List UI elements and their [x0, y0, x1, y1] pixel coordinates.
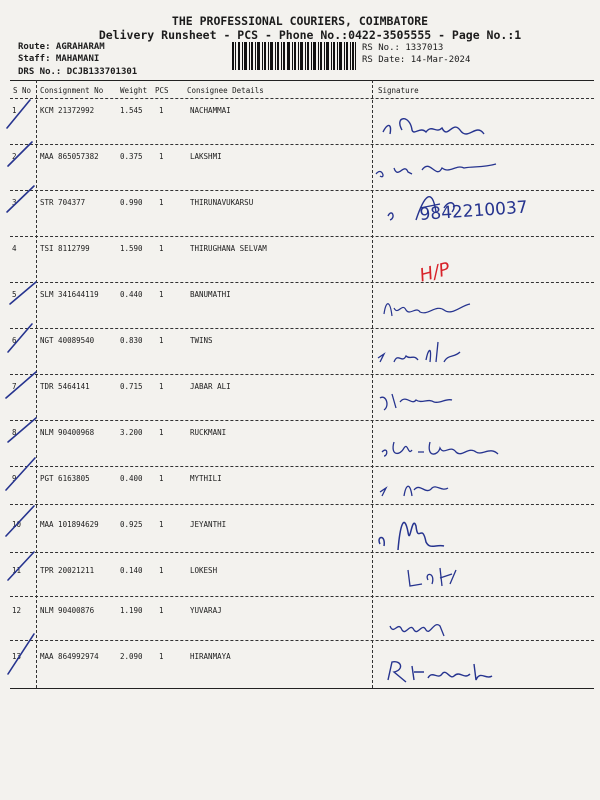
row-divider	[10, 466, 594, 467]
row-sno: 2	[12, 152, 17, 161]
row-weight: 1.590	[120, 244, 143, 253]
row-consignment: MAA 101894629	[40, 520, 99, 529]
row-consignee: MYTHILI	[190, 474, 222, 483]
signature-row-5	[380, 292, 480, 324]
row-sno: 11	[12, 566, 22, 575]
row-divider	[10, 640, 594, 641]
row-pcs: 1	[159, 566, 164, 575]
row-sno: 8	[12, 428, 17, 437]
row-weight: 0.830	[120, 336, 143, 345]
row-weight: 0.440	[120, 290, 143, 299]
row-divider	[10, 504, 594, 505]
barcode-image	[232, 42, 356, 70]
row-consignee: NACHAMMAI	[190, 106, 231, 115]
row-consignee: RUCKMANI	[190, 428, 227, 437]
row-pcs: 1	[159, 428, 164, 437]
signature-row-6	[374, 338, 484, 372]
runsheet-subtitle: Delivery Runsheet - PCS - Phone No.:0422-3505555 - Page No.:1	[98, 28, 522, 42]
column-header-weight: Weight	[120, 86, 148, 95]
row-consignment: NLM 90400968	[40, 428, 95, 437]
signature-row-1	[380, 112, 490, 146]
row-consignee: LOKESH	[190, 566, 218, 575]
row-pcs: 1	[159, 244, 164, 253]
row-divider	[10, 236, 594, 237]
row-weight: 2.090	[120, 652, 143, 661]
row-weight: 0.375	[120, 152, 143, 161]
row-sno: 1	[12, 106, 17, 115]
row-consignment: SLM 341644119	[40, 290, 99, 299]
row-consignee: LAKSHMI	[190, 152, 222, 161]
row-divider	[10, 282, 594, 283]
row-consignment: TPR 20021211	[40, 566, 95, 575]
table-bottom-rule	[10, 688, 594, 689]
row-sno: 5	[12, 290, 17, 299]
row-sno: 6	[12, 336, 17, 345]
row-sno: 10	[12, 520, 22, 529]
header-bottom-rule	[10, 98, 594, 99]
route-label: Route: AGRAHARAM	[18, 42, 105, 52]
row-sno: 7	[12, 382, 17, 391]
row-consignment: MAA 864992974	[40, 652, 99, 661]
row-consignee: JABAR ALI	[190, 382, 231, 391]
row-sno: 12	[12, 606, 22, 615]
row-divider	[10, 374, 594, 375]
column-header-signature: Signature	[378, 86, 419, 95]
row-consignment: NLM 90400876	[40, 606, 95, 615]
row-divider	[10, 596, 594, 597]
row-consignment: KCM 21372992	[40, 106, 95, 115]
delivery-tick-marks	[0, 96, 40, 696]
signature-row-12	[386, 612, 466, 642]
row-sno: 4	[12, 244, 17, 253]
row-consignment: PGT 6163805	[40, 474, 90, 483]
row-sno: 13	[12, 652, 22, 661]
row-pcs: 1	[159, 474, 164, 483]
signature-row-7	[376, 384, 466, 414]
signature-row-11	[404, 560, 464, 594]
hp-red-mark	[415, 250, 465, 286]
row-consignee: JEYANTHI	[190, 520, 227, 529]
row-pcs: 1	[159, 290, 164, 299]
row-weight: 0.925	[120, 520, 143, 529]
row-consignee: TWINS	[190, 336, 213, 345]
column-header-consignment: Consignment No	[40, 86, 104, 95]
row-consignee: THIRUGHANA SELVAM	[190, 244, 267, 253]
hp-mark-text: H/P	[417, 258, 453, 286]
row-weight: 1.545	[120, 106, 143, 115]
header-top-rule	[10, 80, 594, 81]
staff-label: Staff: MAHAMANI	[18, 54, 100, 64]
signature-row-10	[374, 506, 454, 558]
row-consignee: THIRUNAVUKARSU	[190, 198, 254, 207]
row-divider	[10, 144, 594, 145]
row-weight: 1.190	[120, 606, 143, 615]
row-weight: 0.715	[120, 382, 143, 391]
company-title: THE PROFESSIONAL COURIERS, COIMBATORE	[171, 14, 429, 28]
column-header-pcs: PCS	[155, 86, 169, 95]
signature-row-3	[380, 182, 580, 230]
row-weight: 3.200	[120, 428, 143, 437]
row-weight: 0.140	[120, 566, 143, 575]
signature-row-8	[378, 432, 508, 466]
row-consignee: HIRANMAYA	[190, 652, 231, 661]
row-pcs: 1	[159, 606, 164, 615]
signature-row-13	[384, 656, 514, 688]
signature-phone-number: 9842210037	[418, 197, 529, 225]
row-weight: 0.990	[120, 198, 143, 207]
row-divider	[10, 420, 594, 421]
row-consignment: TSI 8112799	[40, 244, 90, 253]
row-consignee: YUVARAJ	[190, 606, 222, 615]
row-consignment: TDR 5464141	[40, 382, 90, 391]
row-weight: 0.400	[120, 474, 143, 483]
signature-row-9	[376, 474, 456, 504]
row-divider	[10, 328, 594, 329]
row-consignment: NGT 40089540	[40, 336, 95, 345]
row-sno: 9	[12, 474, 17, 483]
row-pcs: 1	[159, 382, 164, 391]
row-consignment: STR 704377	[40, 198, 86, 207]
drs-label: DRS No.: DCJB133701301	[18, 67, 138, 77]
row-consignee: BANUMATHI	[190, 290, 231, 299]
row-pcs: 1	[159, 152, 164, 161]
row-divider	[10, 552, 594, 553]
row-pcs: 1	[159, 198, 164, 207]
row-pcs: 1	[159, 652, 164, 661]
row-pcs: 1	[159, 106, 164, 115]
row-pcs: 1	[159, 520, 164, 529]
column-header-consignee: Consignee Details	[187, 86, 264, 95]
rs-no-label: RS No.: 1337013	[362, 43, 444, 53]
rs-date-label: RS Date: 14-Mar-2024	[362, 55, 471, 65]
row-sno: 3	[12, 198, 17, 207]
row-consignment: MAA 865057382	[40, 152, 99, 161]
row-pcs: 1	[159, 336, 164, 345]
column-header-sno: S No	[13, 86, 32, 95]
